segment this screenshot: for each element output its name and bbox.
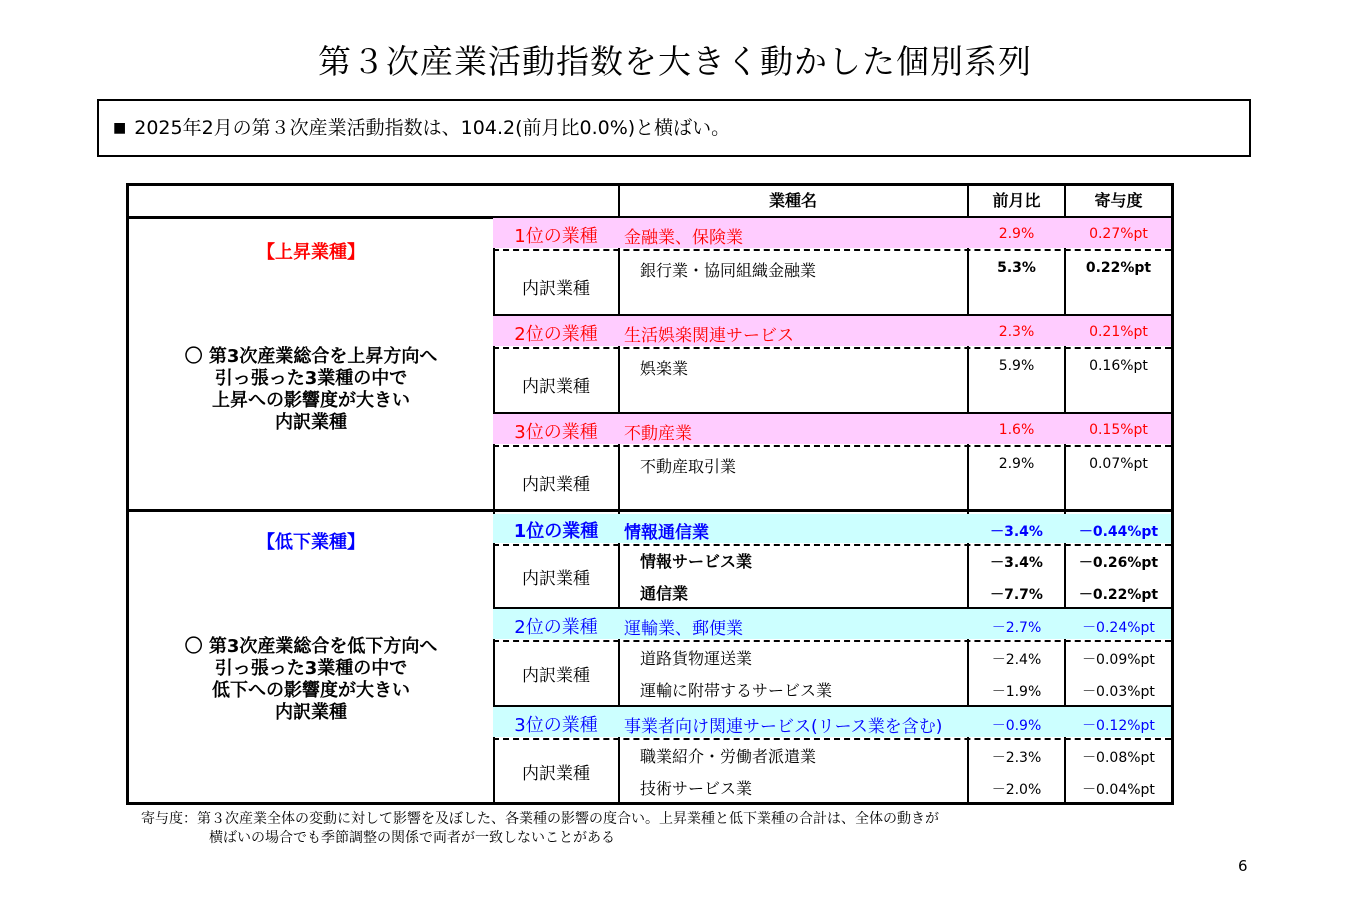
sub-label: 内訳業種 (522, 377, 590, 397)
sub-industry: 娯楽業 (640, 359, 689, 378)
sub-mom: －2.3% (991, 750, 1042, 766)
falling-industries-block (129, 512, 1171, 805)
rank-contrib: －0.12%pt (1082, 718, 1155, 734)
footnote-line: 寄与度：第３次産業全体の変動に対して影響を及ぼした、各業種の影響の度合い。上昇業種と低下業種の合計は、全体の動きが (141, 811, 939, 827)
rank-contrib: 0.27%pt (1089, 226, 1148, 242)
rank-mom: 2.3% (998, 324, 1035, 340)
sub-mom: －2.4% (991, 652, 1042, 668)
sub-industry: 道路貨物運送業 (640, 649, 753, 668)
rank-contrib: 0.21%pt (1089, 324, 1148, 340)
falling-desc-line: 〇 第3次産業総合を低下方向へ (184, 636, 438, 657)
rising-heading: 【上昇業種】 (257, 242, 365, 263)
rank-industry: 情報通信業 (624, 523, 709, 543)
rising-desc-line: 〇 第3次産業総合を上昇方向へ (184, 346, 438, 367)
footnote (141, 810, 939, 848)
header-mom: 前月比 (992, 191, 1041, 210)
falling-desc-line: 内訳業種 (275, 702, 347, 723)
rank-mom: －2.7% (991, 620, 1042, 636)
page-number: 6 (1238, 857, 1248, 875)
summary-box (97, 99, 1251, 157)
dashed-divider (493, 640, 1171, 642)
sub-mom: 5.3% (997, 260, 1036, 276)
rank-mom: 1.6% (998, 422, 1035, 438)
rank-row (493, 514, 1171, 543)
sub-contrib: －0.22%pt (1078, 587, 1159, 603)
rank-row (493, 707, 1171, 737)
sub-contrib: －0.08%pt (1082, 750, 1155, 766)
sub-industry: 不動産取引業 (640, 457, 737, 476)
sub-industry: 情報サービス業 (640, 552, 753, 571)
falling-heading: 【低下業種】 (257, 532, 365, 553)
footnote-line: 横ばいの場合でも季節調整の関係で両者が一致しないことがある (209, 830, 615, 846)
sub-label: 内訳業種 (522, 764, 590, 784)
rank-row (493, 414, 1171, 444)
rank-label: 3位の業種 (514, 715, 598, 736)
rank-row (493, 609, 1171, 639)
page-title: 第３次産業活動指数を大きく動かした個別系列 (318, 42, 1032, 81)
sub-mom: －3.4% (990, 555, 1043, 571)
contribution-table (126, 183, 1174, 805)
sub-industry: 技術サービス業 (640, 779, 753, 798)
rank-label: 1位の業種 (514, 226, 598, 247)
sub-label: 内訳業種 (522, 569, 590, 589)
sub-industry: 通信業 (640, 584, 689, 603)
sub-industry: 職業紹介・労働者派遣業 (640, 747, 817, 766)
rank-contrib: －0.24%pt (1082, 620, 1155, 636)
sub-mom: 5.9% (998, 358, 1035, 374)
dashed-divider (493, 347, 1171, 349)
sub-contrib: 0.22%pt (1085, 260, 1152, 276)
falling-description (129, 636, 493, 724)
sub-label: 内訳業種 (522, 279, 590, 299)
sub-mom: －2.0% (991, 782, 1042, 798)
sub-contrib: －0.03%pt (1082, 684, 1155, 700)
sub-contrib: 0.16%pt (1089, 358, 1148, 374)
rank-mom: －0.9% (991, 718, 1042, 734)
rising-industries-block (129, 216, 1171, 512)
sub-industry: 運輸に附帯するサービス業 (640, 681, 833, 700)
rank-label: 3位の業種 (514, 422, 598, 443)
bullet-icon: ■ (113, 120, 127, 136)
rank-industry: 金融業、保険業 (624, 228, 743, 248)
rising-desc-line: 内訳業種 (275, 412, 347, 433)
rank-industry: 事業者向け関連サービス(リース業を含む) (624, 717, 943, 737)
rising-desc-line: 引っ張った3業種の中で (214, 368, 408, 389)
rank-label: 2位の業種 (514, 617, 598, 638)
sub-label: 内訳業種 (522, 666, 590, 686)
rank-row (493, 218, 1171, 248)
sub-mom: 2.9% (998, 456, 1035, 472)
sub-label: 内訳業種 (522, 475, 590, 495)
header-industry: 業種名 (768, 191, 817, 210)
rank-contrib: －0.44%pt (1078, 524, 1159, 540)
sub-contrib: 0.07%pt (1089, 456, 1148, 472)
sub-contrib: －0.26%pt (1078, 555, 1159, 571)
dashed-divider (493, 249, 1171, 251)
sub-industry: 銀行業・協同組織金融業 (640, 261, 817, 280)
rank-industry: 生活娯楽関連サービス (624, 326, 794, 346)
sub-mom: －1.9% (991, 684, 1042, 700)
rank-industry: 運輸業、郵便業 (624, 619, 743, 639)
sub-contrib: －0.09%pt (1082, 652, 1155, 668)
header-contrib: 寄与度 (1094, 191, 1143, 210)
rank-label: 1位の業種 (513, 521, 599, 542)
table-header (129, 186, 1171, 219)
falling-desc-line: 引っ張った3業種の中で (214, 658, 408, 679)
rank-industry: 不動産業 (624, 424, 692, 444)
dashed-divider (493, 445, 1171, 447)
rank-row (493, 316, 1171, 346)
dashed-divider (493, 544, 1171, 546)
rising-description (129, 346, 493, 434)
rank-contrib: 0.15%pt (1089, 422, 1148, 438)
sub-contrib: －0.04%pt (1082, 782, 1155, 798)
rank-mom: －3.4% (990, 524, 1043, 540)
rising-desc-line: 上昇への影響度が大きい (212, 390, 410, 411)
rank-label: 2位の業種 (514, 324, 598, 345)
sub-mom: －7.7% (990, 587, 1043, 603)
falling-desc-line: 低下への影響度が大きい (212, 680, 410, 701)
rank-mom: 2.9% (998, 226, 1035, 242)
summary-text: 2025年2月の第３次産業活動指数は、104.2(前月比0.0%)と横ばい。 (134, 117, 731, 139)
dashed-divider (493, 738, 1171, 740)
